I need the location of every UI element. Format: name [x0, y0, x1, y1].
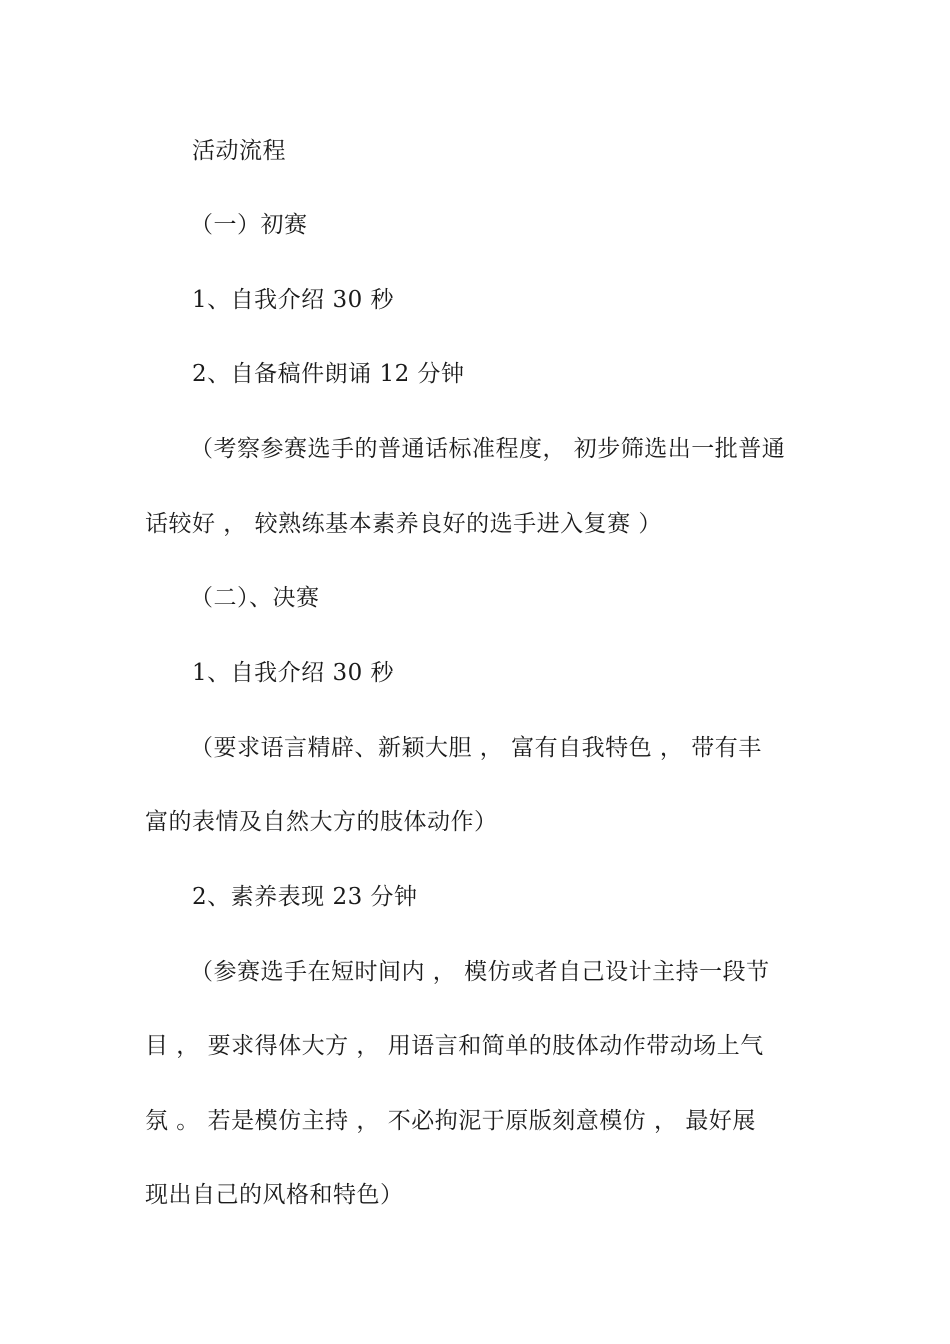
section-heading: 活动流程 — [192, 138, 286, 164]
preliminary-note-line-1: （考察参赛选手的普通话标准程度， 初步筛选出一批普通 — [190, 436, 786, 462]
preliminary-item-self-intro: 1、自我介绍 30 秒 — [192, 287, 395, 313]
final-self-intro-note-line-2: 富的表情及自然大方的肢体动作） — [145, 809, 498, 835]
final-performance-note-line-4: 现出自己的风格和特色） — [145, 1182, 404, 1208]
final-item-performance: 2、素养表现 23 分钟 — [192, 884, 418, 910]
final-performance-note-line-3: 氛 。 若是模仿主持 ， 不必拘泥于原版刻意模仿 ， 最好展 — [145, 1108, 756, 1134]
final-performance-note-line-1: （参赛选手在短时间内 ， 模仿或者自己设计主持一段节 — [190, 959, 770, 985]
preliminary-item-recitation: 2、自备稿件朗诵 12 分钟 — [192, 361, 465, 387]
preliminary-note-line-2: 话较好 ， 较熟练基本素养良好的选手进入复赛 ） — [145, 511, 662, 537]
final-round-title: （二）、决赛 — [190, 585, 320, 611]
final-self-intro-note-line-1: （要求语言精辟、新颖大胆 ， 富有自我特色 ， 带有丰 — [190, 735, 762, 761]
final-performance-note-line-2: 目 ， 要求得体大方 ， 用语言和简单的肢体动作带动场上气 — [145, 1033, 764, 1059]
final-item-self-intro: 1、自我介绍 30 秒 — [192, 660, 395, 686]
preliminary-round-title: （一）初赛 — [190, 212, 308, 238]
